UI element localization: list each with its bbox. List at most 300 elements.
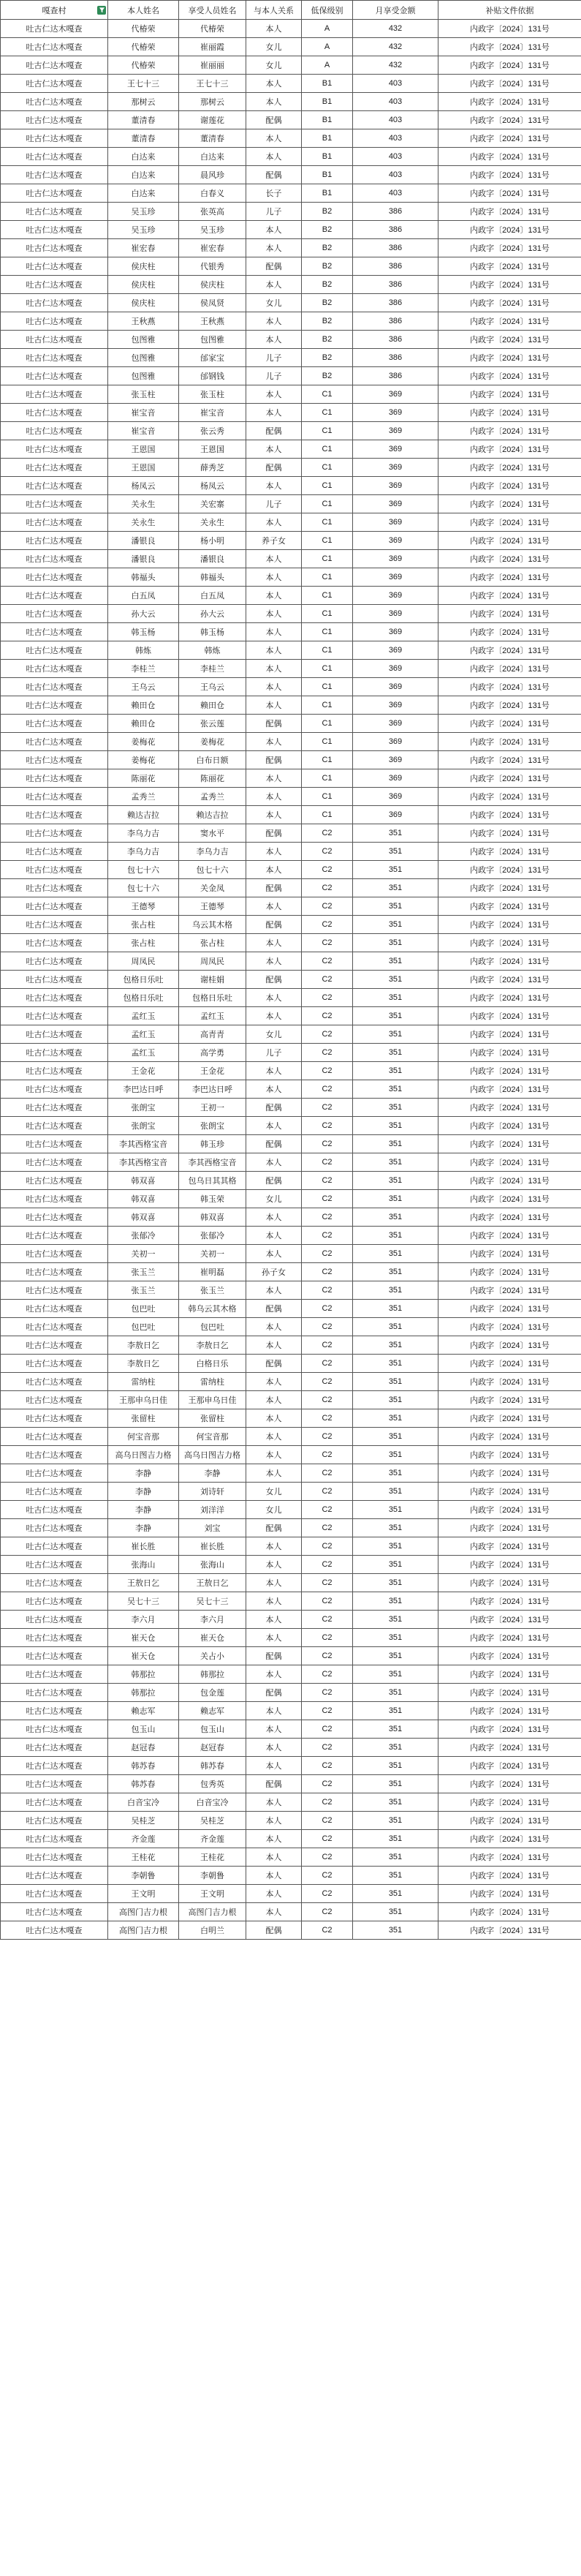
cell-level[interactable]: B1: [302, 184, 353, 203]
cell-relation[interactable]: 本人: [246, 1720, 302, 1739]
cell-beneficiary[interactable]: 包七十六: [179, 861, 246, 879]
cell-amount[interactable]: 351: [353, 989, 438, 1007]
cell-amount[interactable]: 351: [353, 1720, 438, 1739]
cell-village[interactable]: 吐古仁达木嘎查: [1, 1446, 108, 1464]
cell-document[interactable]: 内政字〔2024〕131号: [438, 1062, 581, 1080]
cell-village[interactable]: 吐古仁达木嘎查: [1, 1483, 108, 1501]
cell-relation[interactable]: 本人: [246, 861, 302, 879]
cell-name[interactable]: 赖田仓: [108, 715, 179, 733]
cell-beneficiary[interactable]: 刘洋洋: [179, 1501, 246, 1519]
cell-beneficiary[interactable]: 崔丽霞: [179, 38, 246, 56]
cell-name[interactable]: 韩苏春: [108, 1757, 179, 1775]
cell-document[interactable]: 内政字〔2024〕131号: [438, 477, 581, 495]
cell-name[interactable]: 白音宝冷: [108, 1793, 179, 1812]
cell-document[interactable]: 内政字〔2024〕131号: [438, 1775, 581, 1793]
cell-level[interactable]: B2: [302, 331, 353, 349]
cell-document[interactable]: 内政字〔2024〕131号: [438, 715, 581, 733]
cell-document[interactable]: 内政字〔2024〕131号: [438, 1793, 581, 1812]
cell-amount[interactable]: 351: [353, 1921, 438, 1940]
cell-level[interactable]: C1: [302, 605, 353, 623]
cell-beneficiary[interactable]: 张朗宝: [179, 1117, 246, 1135]
cell-relation[interactable]: 本人: [246, 806, 302, 824]
cell-document[interactable]: 内政字〔2024〕131号: [438, 550, 581, 568]
cell-village[interactable]: 吐古仁达木嘎查: [1, 404, 108, 422]
cell-relation[interactable]: 配偶: [246, 459, 302, 477]
cell-name[interactable]: 王恩国: [108, 459, 179, 477]
cell-relation[interactable]: 女儿: [246, 1190, 302, 1208]
cell-beneficiary[interactable]: 乌云其木格: [179, 916, 246, 934]
cell-beneficiary[interactable]: 李六月: [179, 1611, 246, 1629]
cell-document[interactable]: 内政字〔2024〕131号: [438, 1227, 581, 1245]
cell-document[interactable]: 内政字〔2024〕131号: [438, 1428, 581, 1446]
cell-document[interactable]: 内政字〔2024〕131号: [438, 513, 581, 532]
cell-name[interactable]: 何宝音那: [108, 1428, 179, 1446]
cell-name[interactable]: 高图门吉力根: [108, 1903, 179, 1921]
cell-level[interactable]: C2: [302, 1007, 353, 1025]
cell-level[interactable]: C2: [302, 1080, 353, 1099]
cell-village[interactable]: 吐古仁达木嘎查: [1, 1391, 108, 1409]
cell-document[interactable]: 内政字〔2024〕131号: [438, 1025, 581, 1044]
cell-beneficiary[interactable]: 包巴吐: [179, 1318, 246, 1336]
cell-beneficiary[interactable]: 王桂花: [179, 1848, 246, 1867]
cell-village[interactable]: 吐古仁达木嘎查: [1, 550, 108, 568]
cell-name[interactable]: 姜梅花: [108, 751, 179, 769]
cell-name[interactable]: 齐金莲: [108, 1830, 179, 1848]
cell-beneficiary[interactable]: 韩苏春: [179, 1757, 246, 1775]
cell-amount[interactable]: 369: [353, 532, 438, 550]
cell-relation[interactable]: 女儿: [246, 1483, 302, 1501]
cell-amount[interactable]: 351: [353, 1099, 438, 1117]
cell-level[interactable]: B1: [302, 93, 353, 111]
cell-relation[interactable]: 本人: [246, 1409, 302, 1428]
cell-level[interactable]: C1: [302, 422, 353, 440]
cell-beneficiary[interactable]: 包玉山: [179, 1720, 246, 1739]
cell-document[interactable]: 内政字〔2024〕131号: [438, 331, 581, 349]
cell-name[interactable]: 包玉山: [108, 1720, 179, 1739]
cell-beneficiary[interactable]: 邰钢钱: [179, 367, 246, 385]
cell-document[interactable]: 内政字〔2024〕131号: [438, 1318, 581, 1336]
cell-name[interactable]: 王金花: [108, 1062, 179, 1080]
cell-beneficiary[interactable]: 代椿荣: [179, 20, 246, 38]
cell-beneficiary[interactable]: 高乌日图吉力格: [179, 1446, 246, 1464]
cell-beneficiary[interactable]: 杨凤云: [179, 477, 246, 495]
cell-village[interactable]: 吐古仁达木嘎查: [1, 1208, 108, 1227]
cell-village[interactable]: 吐古仁达木嘎查: [1, 1848, 108, 1867]
cell-level[interactable]: C1: [302, 532, 353, 550]
cell-beneficiary[interactable]: 韩玉珍: [179, 1135, 246, 1153]
cell-amount[interactable]: 351: [353, 1775, 438, 1793]
cell-name[interactable]: 关永生: [108, 513, 179, 532]
cell-level[interactable]: C1: [302, 459, 353, 477]
cell-beneficiary[interactable]: 张郁冷: [179, 1227, 246, 1245]
cell-relation[interactable]: 本人: [246, 1208, 302, 1227]
cell-level[interactable]: C2: [302, 989, 353, 1007]
cell-beneficiary[interactable]: 谢莲花: [179, 111, 246, 129]
cell-amount[interactable]: 351: [353, 1135, 438, 1153]
cell-level[interactable]: C2: [302, 1885, 353, 1903]
cell-amount[interactable]: 369: [353, 769, 438, 788]
cell-beneficiary[interactable]: 白春义: [179, 184, 246, 203]
cell-beneficiary[interactable]: 白布日额: [179, 751, 246, 769]
cell-relation[interactable]: 本人: [246, 1537, 302, 1556]
cell-amount[interactable]: 351: [353, 1409, 438, 1428]
cell-village[interactable]: 吐古仁达木嘎查: [1, 1373, 108, 1391]
cell-beneficiary[interactable]: 潘银良: [179, 550, 246, 568]
cell-name[interactable]: 包图雅: [108, 349, 179, 367]
cell-document[interactable]: 内政字〔2024〕131号: [438, 349, 581, 367]
cell-level[interactable]: C2: [302, 1519, 353, 1537]
cell-relation[interactable]: 本人: [246, 1848, 302, 1867]
cell-name[interactable]: 吴玉珍: [108, 221, 179, 239]
cell-name[interactable]: 孟秀兰: [108, 788, 179, 806]
filter-icon[interactable]: [97, 6, 106, 15]
cell-document[interactable]: 内政字〔2024〕131号: [438, 1190, 581, 1208]
cell-document[interactable]: 内政字〔2024〕131号: [438, 93, 581, 111]
cell-relation[interactable]: 养子女: [246, 532, 302, 550]
cell-level[interactable]: C2: [302, 1592, 353, 1611]
cell-village[interactable]: 吐古仁达木嘎查: [1, 989, 108, 1007]
cell-document[interactable]: 内政字〔2024〕131号: [438, 605, 581, 623]
cell-document[interactable]: 内政字〔2024〕131号: [438, 1556, 581, 1574]
cell-relation[interactable]: 本人: [246, 989, 302, 1007]
cell-level[interactable]: C2: [302, 1464, 353, 1483]
cell-document[interactable]: 内政字〔2024〕131号: [438, 1355, 581, 1373]
cell-beneficiary[interactable]: 孟秀兰: [179, 788, 246, 806]
cell-village[interactable]: 吐古仁达木嘎查: [1, 349, 108, 367]
cell-level[interactable]: C2: [302, 934, 353, 952]
cell-document[interactable]: 内政字〔2024〕131号: [438, 1867, 581, 1885]
cell-document[interactable]: 内政字〔2024〕131号: [438, 1135, 581, 1153]
cell-level[interactable]: B2: [302, 367, 353, 385]
cell-village[interactable]: 吐古仁达木嘎查: [1, 1263, 108, 1281]
cell-name[interactable]: 吴桂芝: [108, 1812, 179, 1830]
cell-beneficiary[interactable]: 高学勇: [179, 1044, 246, 1062]
cell-level[interactable]: C2: [302, 1537, 353, 1556]
cell-amount[interactable]: 386: [353, 239, 438, 257]
column-header-level[interactable]: 低保级别: [302, 1, 353, 20]
cell-amount[interactable]: 369: [353, 477, 438, 495]
cell-name[interactable]: 王那申乌日佳: [108, 1391, 179, 1409]
cell-beneficiary[interactable]: 陈丽花: [179, 769, 246, 788]
cell-amount[interactable]: 351: [353, 1592, 438, 1611]
cell-name[interactable]: 张玉兰: [108, 1263, 179, 1281]
cell-level[interactable]: C1: [302, 806, 353, 824]
cell-name[interactable]: 张占柱: [108, 916, 179, 934]
cell-level[interactable]: C1: [302, 495, 353, 513]
cell-level[interactable]: C2: [302, 1830, 353, 1848]
cell-amount[interactable]: 351: [353, 1190, 438, 1208]
cell-relation[interactable]: 本人: [246, 129, 302, 148]
cell-beneficiary[interactable]: 王乌云: [179, 678, 246, 696]
cell-document[interactable]: 内政字〔2024〕131号: [438, 385, 581, 404]
cell-amount[interactable]: 351: [353, 843, 438, 861]
cell-beneficiary[interactable]: 张占柱: [179, 934, 246, 952]
cell-village[interactable]: 吐古仁达木嘎查: [1, 203, 108, 221]
column-header-name[interactable]: 本人姓名: [108, 1, 179, 20]
cell-amount[interactable]: 351: [353, 952, 438, 971]
cell-amount[interactable]: 351: [353, 1812, 438, 1830]
cell-amount[interactable]: 351: [353, 879, 438, 897]
cell-level[interactable]: C1: [302, 568, 353, 587]
cell-name[interactable]: 赵冠春: [108, 1739, 179, 1757]
cell-document[interactable]: 内政字〔2024〕131号: [438, 148, 581, 166]
cell-village[interactable]: 吐古仁达木嘎查: [1, 367, 108, 385]
cell-village[interactable]: 吐古仁达木嘎查: [1, 1501, 108, 1519]
cell-document[interactable]: 内政字〔2024〕131号: [438, 623, 581, 641]
cell-beneficiary[interactable]: 赵冠春: [179, 1739, 246, 1757]
cell-level[interactable]: C2: [302, 1208, 353, 1227]
cell-village[interactable]: 吐古仁达木嘎查: [1, 1190, 108, 1208]
cell-name[interactable]: 代椿荣: [108, 20, 179, 38]
cell-name[interactable]: 韩双喜: [108, 1172, 179, 1190]
cell-level[interactable]: C1: [302, 623, 353, 641]
cell-village[interactable]: 吐古仁达木嘎查: [1, 623, 108, 641]
cell-amount[interactable]: 351: [353, 1501, 438, 1519]
cell-village[interactable]: 吐古仁达木嘎查: [1, 916, 108, 934]
cell-amount[interactable]: 351: [353, 1281, 438, 1300]
cell-amount[interactable]: 351: [353, 1702, 438, 1720]
cell-level[interactable]: C2: [302, 1720, 353, 1739]
cell-beneficiary[interactable]: 白明兰: [179, 1921, 246, 1940]
cell-level[interactable]: C2: [302, 1318, 353, 1336]
cell-beneficiary[interactable]: 王文明: [179, 1885, 246, 1903]
cell-relation[interactable]: 本人: [246, 1702, 302, 1720]
cell-relation[interactable]: 本人: [246, 1007, 302, 1025]
cell-amount[interactable]: 386: [353, 331, 438, 349]
cell-name[interactable]: 侯庆柱: [108, 294, 179, 312]
cell-village[interactable]: 吐古仁达木嘎查: [1, 952, 108, 971]
cell-beneficiary[interactable]: 吴七十三: [179, 1592, 246, 1611]
cell-village[interactable]: 吐古仁达木嘎查: [1, 1830, 108, 1848]
cell-amount[interactable]: 351: [353, 1629, 438, 1647]
cell-beneficiary[interactable]: 张海山: [179, 1556, 246, 1574]
cell-name[interactable]: 赖达吉拉: [108, 806, 179, 824]
column-header-document[interactable]: 补贴文件依据: [438, 1, 581, 20]
cell-beneficiary[interactable]: 谢桂娟: [179, 971, 246, 989]
cell-amount[interactable]: 369: [353, 623, 438, 641]
cell-document[interactable]: 内政字〔2024〕131号: [438, 879, 581, 897]
cell-amount[interactable]: 351: [353, 1025, 438, 1044]
cell-village[interactable]: 吐古仁达木嘎查: [1, 221, 108, 239]
cell-amount[interactable]: 351: [353, 1464, 438, 1483]
cell-relation[interactable]: 配偶: [246, 1921, 302, 1940]
cell-name[interactable]: 张海山: [108, 1556, 179, 1574]
cell-document[interactable]: 内政字〔2024〕131号: [438, 696, 581, 715]
cell-relation[interactable]: 本人: [246, 276, 302, 294]
cell-village[interactable]: 吐古仁达木嘎查: [1, 715, 108, 733]
cell-level[interactable]: C2: [302, 1044, 353, 1062]
cell-village[interactable]: 吐古仁达木嘎查: [1, 660, 108, 678]
cell-amount[interactable]: 351: [353, 1044, 438, 1062]
cell-relation[interactable]: 本人: [246, 1629, 302, 1647]
cell-amount[interactable]: 351: [353, 916, 438, 934]
cell-name[interactable]: 张玉柱: [108, 385, 179, 404]
cell-village[interactable]: 吐古仁达木嘎查: [1, 751, 108, 769]
cell-name[interactable]: 李六月: [108, 1611, 179, 1629]
cell-relation[interactable]: 本人: [246, 440, 302, 459]
cell-beneficiary[interactable]: 韩乌云其木格: [179, 1300, 246, 1318]
cell-amount[interactable]: 351: [353, 861, 438, 879]
cell-amount[interactable]: 351: [353, 1172, 438, 1190]
cell-relation[interactable]: 本人: [246, 1665, 302, 1684]
cell-name[interactable]: 李静: [108, 1483, 179, 1501]
cell-relation[interactable]: 本人: [246, 660, 302, 678]
cell-document[interactable]: 内政字〔2024〕131号: [438, 1446, 581, 1464]
cell-document[interactable]: 内政字〔2024〕131号: [438, 276, 581, 294]
cell-beneficiary[interactable]: 张玉柱: [179, 385, 246, 404]
cell-document[interactable]: 内政字〔2024〕131号: [438, 733, 581, 751]
cell-level[interactable]: C2: [302, 1099, 353, 1117]
cell-village[interactable]: 吐古仁达木嘎查: [1, 385, 108, 404]
cell-name[interactable]: 孟红玉: [108, 1025, 179, 1044]
cell-relation[interactable]: 本人: [246, 477, 302, 495]
cell-amount[interactable]: 351: [353, 1647, 438, 1665]
cell-document[interactable]: 内政字〔2024〕131号: [438, 1409, 581, 1428]
cell-beneficiary[interactable]: 韩炼: [179, 641, 246, 660]
cell-level[interactable]: B2: [302, 203, 353, 221]
cell-document[interactable]: 内政字〔2024〕131号: [438, 861, 581, 879]
cell-amount[interactable]: 351: [353, 971, 438, 989]
cell-document[interactable]: 内政字〔2024〕131号: [438, 1574, 581, 1592]
cell-beneficiary[interactable]: 李巴达日呼: [179, 1080, 246, 1099]
cell-level[interactable]: C2: [302, 1153, 353, 1172]
cell-relation[interactable]: 配偶: [246, 257, 302, 276]
cell-relation[interactable]: 女儿: [246, 1025, 302, 1044]
cell-beneficiary[interactable]: 韩双喜: [179, 1208, 246, 1227]
cell-village[interactable]: 吐古仁达木嘎查: [1, 1611, 108, 1629]
cell-village[interactable]: 吐古仁达木嘎查: [1, 587, 108, 605]
cell-beneficiary[interactable]: 雷纳柱: [179, 1373, 246, 1391]
cell-amount[interactable]: 351: [353, 1793, 438, 1812]
cell-village[interactable]: 吐古仁达木嘎查: [1, 879, 108, 897]
cell-name[interactable]: 白达来: [108, 166, 179, 184]
cell-relation[interactable]: 配偶: [246, 1519, 302, 1537]
cell-village[interactable]: 吐古仁达木嘎查: [1, 459, 108, 477]
cell-amount[interactable]: 351: [353, 1519, 438, 1537]
cell-amount[interactable]: 369: [353, 422, 438, 440]
cell-amount[interactable]: 369: [353, 513, 438, 532]
cell-level[interactable]: B2: [302, 221, 353, 239]
cell-amount[interactable]: 403: [353, 75, 438, 93]
cell-relation[interactable]: 儿子: [246, 495, 302, 513]
cell-amount[interactable]: 386: [353, 257, 438, 276]
cell-document[interactable]: 内政字〔2024〕131号: [438, 459, 581, 477]
cell-village[interactable]: 吐古仁达木嘎查: [1, 1044, 108, 1062]
cell-level[interactable]: C2: [302, 1336, 353, 1355]
cell-beneficiary[interactable]: 关永生: [179, 513, 246, 532]
cell-document[interactable]: 内政字〔2024〕131号: [438, 111, 581, 129]
cell-level[interactable]: B2: [302, 294, 353, 312]
cell-document[interactable]: 内政字〔2024〕131号: [438, 1519, 581, 1537]
cell-document[interactable]: 内政字〔2024〕131号: [438, 1501, 581, 1519]
cell-beneficiary[interactable]: 张玉兰: [179, 1281, 246, 1300]
cell-level[interactable]: C1: [302, 733, 353, 751]
column-header-village[interactable]: [1, 1, 108, 20]
cell-document[interactable]: 内政字〔2024〕131号: [438, 1208, 581, 1227]
cell-relation[interactable]: 本人: [246, 1080, 302, 1099]
cell-village[interactable]: 吐古仁达木嘎查: [1, 75, 108, 93]
cell-relation[interactable]: 儿子: [246, 367, 302, 385]
cell-relation[interactable]: 本人: [246, 550, 302, 568]
cell-relation[interactable]: 本人: [246, 843, 302, 861]
cell-amount[interactable]: 369: [353, 385, 438, 404]
cell-document[interactable]: 内政字〔2024〕131号: [438, 495, 581, 513]
cell-document[interactable]: 内政字〔2024〕131号: [438, 404, 581, 422]
cell-amount[interactable]: 351: [353, 1373, 438, 1391]
cell-relation[interactable]: 本人: [246, 513, 302, 532]
cell-relation[interactable]: 女儿: [246, 56, 302, 75]
cell-relation[interactable]: 本人: [246, 1153, 302, 1172]
cell-name[interactable]: 关永生: [108, 495, 179, 513]
cell-document[interactable]: 内政字〔2024〕131号: [438, 1080, 581, 1099]
cell-relation[interactable]: 本人: [246, 1793, 302, 1812]
cell-name[interactable]: 李静: [108, 1519, 179, 1537]
cell-village[interactable]: 吐古仁达木嘎查: [1, 184, 108, 203]
cell-level[interactable]: C2: [302, 1409, 353, 1428]
cell-village[interactable]: 吐古仁达木嘎查: [1, 1537, 108, 1556]
cell-beneficiary[interactable]: 关初一: [179, 1245, 246, 1263]
cell-name[interactable]: 王桂花: [108, 1848, 179, 1867]
cell-document[interactable]: 内政字〔2024〕131号: [438, 1684, 581, 1702]
cell-document[interactable]: 内政字〔2024〕131号: [438, 1391, 581, 1409]
cell-name[interactable]: 王七十三: [108, 75, 179, 93]
cell-relation[interactable]: 儿子: [246, 203, 302, 221]
cell-name[interactable]: 赖田仓: [108, 696, 179, 715]
cell-amount[interactable]: 351: [353, 1227, 438, 1245]
cell-document[interactable]: 内政字〔2024〕131号: [438, 916, 581, 934]
cell-document[interactable]: 内政字〔2024〕131号: [438, 75, 581, 93]
cell-document[interactable]: 内政字〔2024〕131号: [438, 897, 581, 916]
cell-document[interactable]: 内政字〔2024〕131号: [438, 788, 581, 806]
cell-document[interactable]: 内政字〔2024〕131号: [438, 1812, 581, 1830]
cell-amount[interactable]: 351: [353, 897, 438, 916]
cell-village[interactable]: 吐古仁达木嘎查: [1, 1153, 108, 1172]
cell-relation[interactable]: 本人: [246, 1428, 302, 1446]
cell-level[interactable]: C2: [302, 952, 353, 971]
cell-name[interactable]: 侯庆柱: [108, 276, 179, 294]
cell-document[interactable]: 内政字〔2024〕131号: [438, 1830, 581, 1848]
cell-amount[interactable]: 351: [353, 1556, 438, 1574]
cell-amount[interactable]: 369: [353, 587, 438, 605]
cell-level[interactable]: C2: [302, 1739, 353, 1757]
cell-relation[interactable]: 本人: [246, 568, 302, 587]
cell-name[interactable]: 包七十六: [108, 879, 179, 897]
cell-level[interactable]: C1: [302, 696, 353, 715]
cell-level[interactable]: C2: [302, 1025, 353, 1044]
cell-level[interactable]: B1: [302, 75, 353, 93]
cell-name[interactable]: 李桂兰: [108, 660, 179, 678]
cell-level[interactable]: C1: [302, 513, 353, 532]
cell-relation[interactable]: 本人: [246, 1556, 302, 1574]
cell-amount[interactable]: 386: [353, 221, 438, 239]
cell-village[interactable]: 吐古仁达木嘎查: [1, 1684, 108, 1702]
cell-amount[interactable]: 351: [353, 1574, 438, 1592]
cell-name[interactable]: 李乌力吉: [108, 843, 179, 861]
cell-level[interactable]: C1: [302, 769, 353, 788]
cell-document[interactable]: 内政字〔2024〕131号: [438, 56, 581, 75]
cell-amount[interactable]: 403: [353, 111, 438, 129]
cell-document[interactable]: 内政字〔2024〕131号: [438, 1702, 581, 1720]
cell-amount[interactable]: 403: [353, 184, 438, 203]
cell-level[interactable]: C1: [302, 715, 353, 733]
cell-document[interactable]: 内政字〔2024〕131号: [438, 678, 581, 696]
column-header-relation[interactable]: 与本人关系: [246, 1, 302, 20]
cell-name[interactable]: 董清春: [108, 129, 179, 148]
cell-amount[interactable]: 403: [353, 148, 438, 166]
cell-level[interactable]: C2: [302, 897, 353, 916]
cell-amount[interactable]: 403: [353, 129, 438, 148]
cell-level[interactable]: C2: [302, 1117, 353, 1135]
